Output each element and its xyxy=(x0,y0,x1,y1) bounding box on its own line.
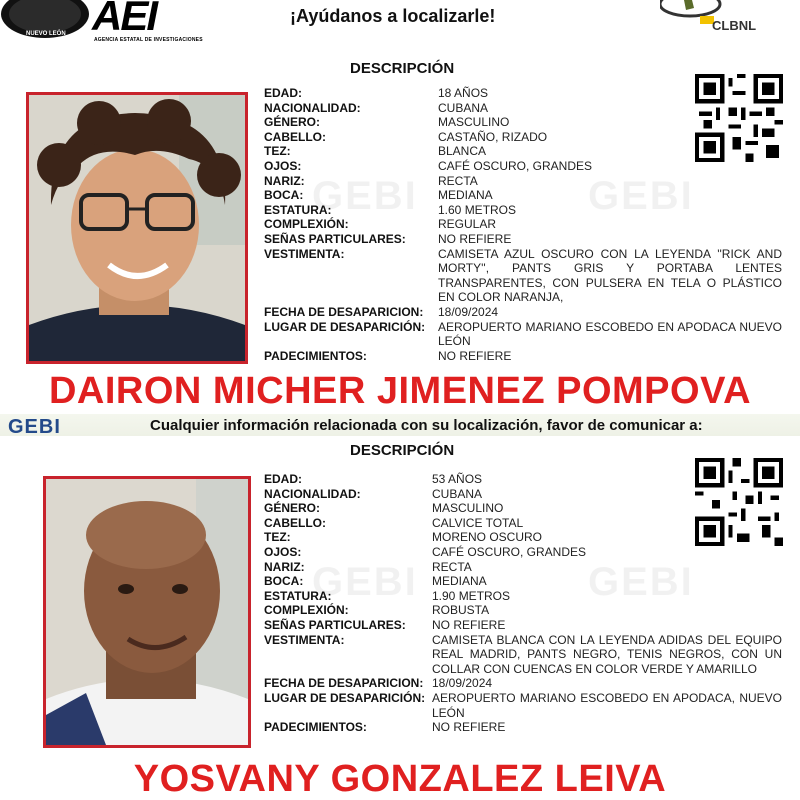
field-value: RECTA xyxy=(438,173,478,188)
field-label: VESTIMENTA: xyxy=(264,632,345,647)
field-label: BOCA: xyxy=(264,574,304,589)
person-name: YOSVANY GONZALEZ LEIVA xyxy=(133,758,667,800)
field-label: NARIZ: xyxy=(264,173,305,188)
field-value: AEROPUERTO MARIANO ESCOBEDO EN APODACA NUEVO LEÓN xyxy=(438,319,782,349)
field-label: PADECIMIENTOS: xyxy=(264,348,367,363)
field-vestimenta xyxy=(264,247,782,305)
field-label: ESTATURA: xyxy=(264,588,332,603)
field-label: CABELLO: xyxy=(264,515,326,530)
field-label: TEZ: xyxy=(264,144,291,159)
field-label: FECHA DE DESAPARICION: xyxy=(264,304,424,319)
field-label: COMPLEXIÓN: xyxy=(264,217,349,232)
field-senas xyxy=(264,232,782,247)
field-value: CAFÉ OSCURO, GRANDES xyxy=(438,158,593,173)
field-value: CUBANA xyxy=(432,486,483,501)
field-senas xyxy=(264,618,782,633)
aei-logo-subtitle: AGENCIA ESTATAL DE INVESTIGACIONES xyxy=(94,37,203,43)
field-label: OJOS: xyxy=(264,544,302,559)
field-lugar xyxy=(264,691,782,720)
field-padecimientos xyxy=(264,720,782,735)
field-value: NO REFIERE xyxy=(432,720,506,735)
field-label: NACIONALIDAD: xyxy=(264,486,361,501)
field-boca xyxy=(264,188,782,203)
field-label: GÉNERO: xyxy=(264,115,321,130)
field-label: FECHA DE DESAPARICION: xyxy=(264,676,424,691)
field-value: RECTA xyxy=(432,559,472,574)
field-nariz xyxy=(264,560,782,575)
field-value: CALVICE TOTAL xyxy=(432,515,524,530)
person-photo xyxy=(43,476,251,748)
field-value: MASCULINO xyxy=(438,115,510,130)
field-label: NACIONALIDAD: xyxy=(264,100,361,115)
field-value: ROBUSTA xyxy=(432,603,490,618)
field-value: CASTAÑO, RIZADO xyxy=(438,129,548,144)
field-value: 53 AÑOS xyxy=(432,472,483,486)
field-label: ESTATURA: xyxy=(264,202,332,217)
field-value: 1.60 METROS xyxy=(438,202,517,217)
field-value: CAMISETA AZUL OSCURO CON LA LEYENDA ''RICK AND MORTY'', PANTS GRIS Y PORTABA LENTES TRANSPARENTES, CON PULSERA EN TELA O PLÁSTICO EN COLOR NARANJA, xyxy=(438,246,782,305)
field-complexion xyxy=(264,603,782,618)
field-label: SEÑAS PARTICULARES: xyxy=(264,617,406,632)
description-title: DESCRIPCIÓN xyxy=(350,60,455,77)
qr-code[interactable] xyxy=(695,458,783,546)
field-lugar xyxy=(264,320,782,349)
gebi-watermark: GEBI xyxy=(312,174,418,218)
person-card-1 xyxy=(0,52,800,414)
contact-strip xyxy=(0,414,800,436)
field-estatura xyxy=(264,589,782,604)
field-label: NARIZ: xyxy=(264,559,305,574)
field-label: COMPLEXIÓN: xyxy=(264,603,349,618)
field-value: CUBANA xyxy=(438,100,489,115)
field-padecimientos xyxy=(264,349,782,364)
field-value: MORENO OSCURO xyxy=(432,530,543,545)
gebi-watermark: GEBI xyxy=(312,560,418,604)
field-label: CABELLO: xyxy=(264,129,326,144)
field-value: 18/09/2024 xyxy=(432,676,493,691)
field-estatura xyxy=(264,203,782,218)
field-complexion xyxy=(264,217,782,232)
field-value: 18/09/2024 xyxy=(438,304,499,319)
field-value: NO REFIERE xyxy=(432,617,506,632)
nuevo-leon-logo xyxy=(0,0,92,40)
field-label: BOCA: xyxy=(264,188,304,203)
contact-message: Cualquier información relacionada con su localización, favor de comunicar a: xyxy=(150,417,703,434)
field-value: BLANCA xyxy=(438,144,487,159)
field-value: CAFÉ OSCURO, GRANDES xyxy=(432,544,587,559)
field-value: REGULAR xyxy=(438,217,497,232)
field-boca xyxy=(264,574,782,589)
gebi-watermark: GEBI xyxy=(588,560,694,604)
field-fecha xyxy=(264,305,782,320)
field-label: LUGAR DE DESAPARICIÓN: xyxy=(264,319,426,334)
field-value: 1.90 METROS xyxy=(432,588,511,603)
field-value: MEDIANA xyxy=(438,188,493,203)
field-label: PADECIMIENTOS: xyxy=(264,720,367,735)
field-value: MASCULINO xyxy=(432,501,504,516)
person-name: DAIRON MICHER JIMENEZ POMPOVA xyxy=(48,370,752,412)
field-label: LUGAR DE DESAPARICIÓN: xyxy=(264,690,426,705)
aei-logo: AEI xyxy=(92,0,157,39)
field-label: SEÑAS PARTICULARES: xyxy=(264,231,406,246)
field-fecha xyxy=(264,676,782,691)
description-title: DESCRIPCIÓN xyxy=(350,442,455,459)
field-label: OJOS: xyxy=(264,158,302,173)
qr-code[interactable] xyxy=(695,74,783,162)
field-label: EDAD: xyxy=(264,472,302,486)
field-value: CAMISETA BLANCA CON LA LEYENDA ADIDAS DEL EQUIPO REAL MADRID, PANTS NEGRO, TENIS NEGROS, CON UN COLLAR CON CUENCAS EN COLOR VERDE Y AMARILLO xyxy=(432,632,782,676)
gebi-watermark: GEBI xyxy=(588,174,694,218)
field-value: 18 AÑOS xyxy=(438,86,489,100)
field-label: GÉNERO: xyxy=(264,501,321,516)
person-card-2 xyxy=(0,436,800,800)
field-value: NO REFIERE xyxy=(438,348,512,363)
tagline: ¡Ayúdanos a localizarle! xyxy=(290,6,496,26)
clbnl-logo-text: CLBNL xyxy=(712,18,757,33)
field-label: VESTIMENTA: xyxy=(264,246,345,261)
nuevo-leon-logo-text: NUEVO LEÓN xyxy=(26,31,66,37)
field-ojos xyxy=(264,545,782,560)
field-nariz xyxy=(264,174,782,189)
poster-header xyxy=(0,0,800,50)
person-photo xyxy=(26,92,248,364)
field-label: EDAD: xyxy=(264,86,302,100)
field-value: MEDIANA xyxy=(432,574,487,589)
field-value: AEROPUERTO MARIANO ESCOBEDO EN APODACA, NUEVO LEÓN xyxy=(432,690,782,720)
gebi-logo: GEBI xyxy=(8,416,61,438)
field-vestimenta xyxy=(264,633,782,677)
field-label: TEZ: xyxy=(264,530,291,545)
field-value: NO REFIERE xyxy=(438,231,512,246)
